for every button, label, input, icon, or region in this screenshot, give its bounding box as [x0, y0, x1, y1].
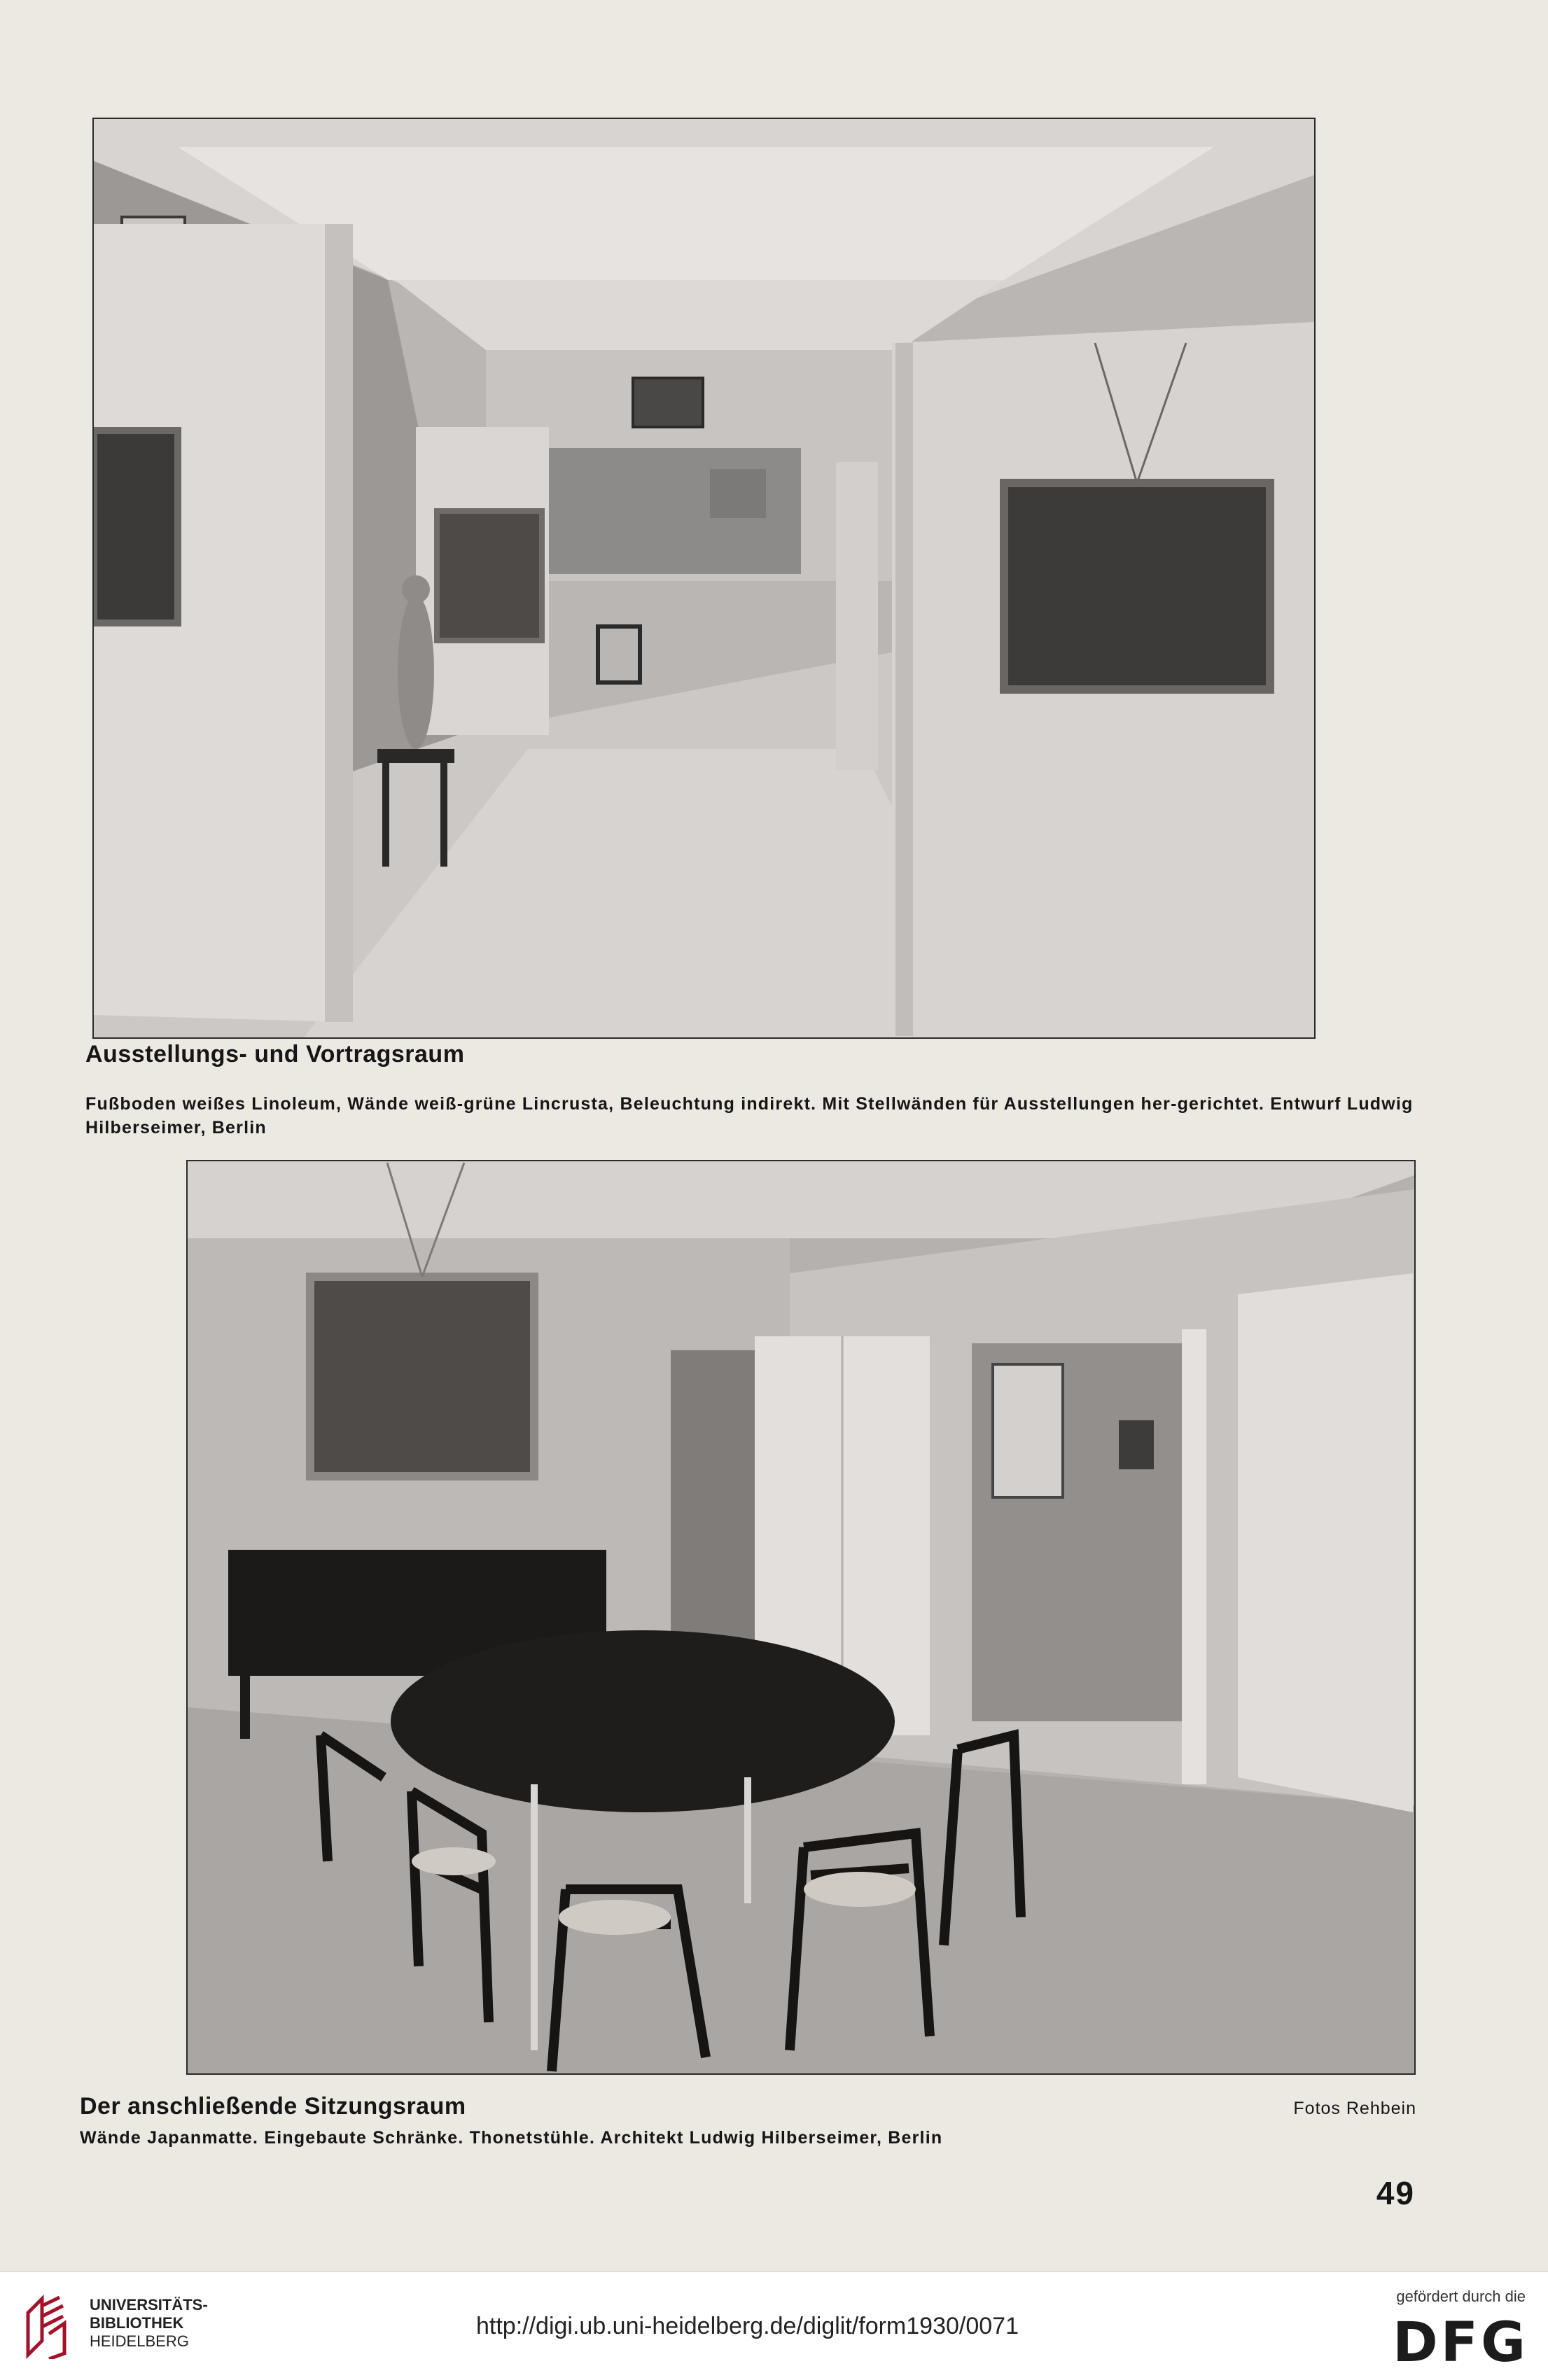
permalink-url[interactable]: http://digi.ub.uni-heidelberg.de/diglit/form1930/0071 — [476, 2313, 1019, 2339]
meeting-room-image — [188, 1161, 1414, 2073]
funded-by-label: gefördert durch die — [1396, 2288, 1526, 2305]
university-library-logo-icon — [21, 2292, 70, 2359]
top-caption-body: Fußboden weißes Linoleum, Wände weiß-grüne Lincrusta, Beleuchtung indirekt. Mit Stellwänden für Ausstellungen her-gerichtet. Entwurf Ludwig Hilberseimer, Berlin — [85, 1094, 1414, 1138]
library-name-line1: UNIVERSITÄTS- — [90, 2296, 208, 2314]
top-caption-title: Ausstellungs- und Vortragsraum — [85, 1041, 465, 1068]
exhibition-room-photo — [92, 118, 1316, 1039]
photo-credit: Fotos Rehbein — [1293, 2099, 1416, 2118]
library-name — [90, 2296, 208, 2351]
bottom-caption-body: Wände Japanmatte. Eingebaute Schränke. Thonetstühle. Architekt Ludwig Hilberseimer, Berlin — [80, 2128, 943, 2148]
dfg-logo: DFG — [1392, 2311, 1528, 2374]
page-number: 49 — [1376, 2175, 1415, 2211]
exhibition-room-image — [94, 119, 1314, 1037]
library-name-line2: BIBLIOTHEK — [90, 2314, 184, 2332]
bottom-caption-title: Der anschließende Sitzungsraum — [80, 2093, 466, 2120]
meeting-room-photo — [186, 1160, 1416, 2075]
library-name-line3: HEIDELBERG — [90, 2332, 189, 2350]
digitization-footer — [0, 2272, 1548, 2380]
